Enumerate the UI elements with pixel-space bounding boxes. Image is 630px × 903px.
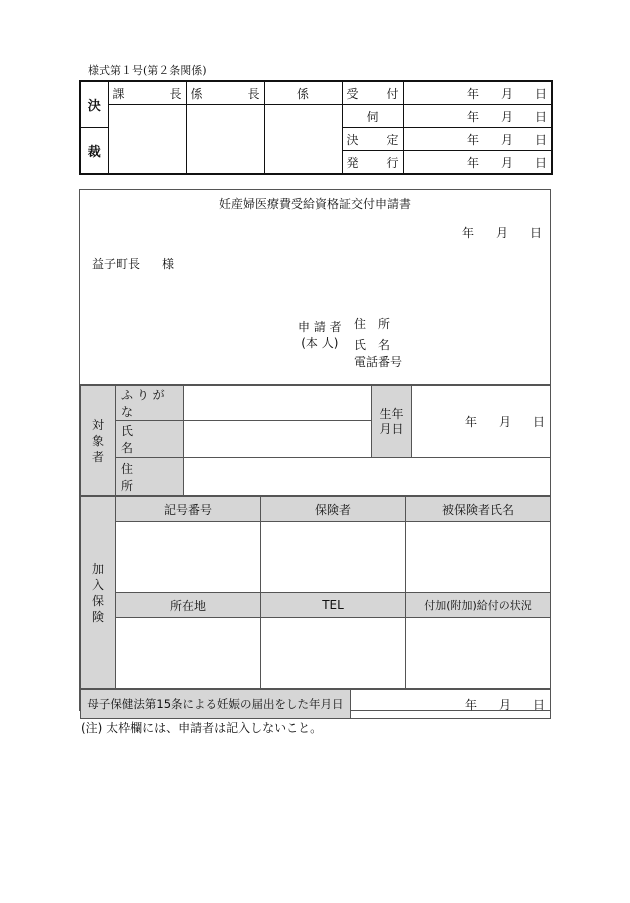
insurer-field[interactable] [261, 522, 406, 593]
application-form [79, 189, 551, 711]
kettei-date[interactable]: 年 月 日 [403, 128, 552, 151]
tel-field[interactable] [261, 618, 406, 689]
furigana-label: ふ り が な [116, 386, 184, 421]
approval-table [79, 80, 553, 175]
kessai-label-top: 決 [80, 81, 108, 128]
ka-cho-stamp-box[interactable] [108, 105, 186, 175]
subject-table [80, 385, 551, 496]
ka-cho-header: 課 長 [108, 81, 186, 105]
ukagai-date[interactable]: 年 月 日 [403, 105, 552, 128]
applicant-name-label: 氏 名 [354, 338, 391, 352]
subject-address-label: 住 所 [116, 458, 184, 496]
symbol-number-header: 記号番号 [116, 497, 261, 522]
hakko-label: 発 行 [342, 151, 403, 175]
kakari-cho-stamp-box[interactable] [186, 105, 264, 175]
birthdate-field[interactable]: 年 月 日 [412, 386, 551, 458]
pregnancy-notification-date[interactable]: 年 月 日 [351, 690, 551, 719]
furigana-field[interactable] [184, 386, 372, 421]
insurer-header: 保険者 [261, 497, 406, 522]
insurance-table [80, 496, 551, 689]
subject-name-label: 氏 名 [116, 421, 184, 458]
kessai-label-bottom: 裁 [80, 128, 108, 175]
pregnancy-table [80, 689, 551, 719]
location-field[interactable] [116, 618, 261, 689]
insured-name-header: 被保険者氏名 [406, 497, 551, 522]
subject-address-field[interactable] [184, 458, 551, 496]
subject-name-field[interactable] [184, 421, 372, 458]
footnote: (注) 太枠欄には、申請者は記入しないこと。 [81, 721, 323, 735]
ukagai-label: 伺 [342, 105, 403, 128]
birthdate-label: 生年 月日 [372, 386, 412, 458]
form-title: 妊産婦医療費受給資格証交付申請書 [218, 197, 411, 211]
applicant-fields [354, 316, 402, 371]
kettei-label: 決 定 [342, 128, 403, 151]
tel-header: TEL [261, 593, 406, 618]
insurance-section-label: 加 入 保 険 [81, 497, 116, 689]
uketsuke-date[interactable]: 年 月 日 [403, 81, 552, 105]
form-reference: 様式第１号(第２条関係) [88, 64, 207, 77]
kakari-stamp-box[interactable] [264, 105, 342, 175]
applicant-address-label: 住 所 [354, 317, 391, 331]
kakari-header: 係 [264, 81, 342, 105]
kakari-cho-header: 係 長 [186, 81, 264, 105]
symbol-number-field[interactable] [116, 522, 261, 593]
applicant-phone-label: 電話番号 [354, 355, 403, 369]
addressee: 益子町長 様 [92, 257, 175, 271]
insured-name-field[interactable] [406, 522, 551, 593]
additional-benefit-header: 付加(附加)給付の状況 [406, 593, 551, 618]
details-grid [80, 384, 550, 719]
additional-benefit-field[interactable] [406, 618, 551, 689]
subject-section-label: 対 象 者 [81, 386, 116, 496]
hakko-date[interactable]: 年 月 日 [403, 151, 552, 175]
applicant-label: 申 請 者 (本 人) [298, 320, 342, 350]
location-header: 所在地 [116, 593, 261, 618]
pregnancy-notification-label: 母子保健法第15条による妊娠の届出をした年月日 [81, 690, 351, 719]
application-date[interactable]: 年 月 日 [461, 226, 542, 240]
uketsuke-label: 受 付 [342, 81, 403, 105]
